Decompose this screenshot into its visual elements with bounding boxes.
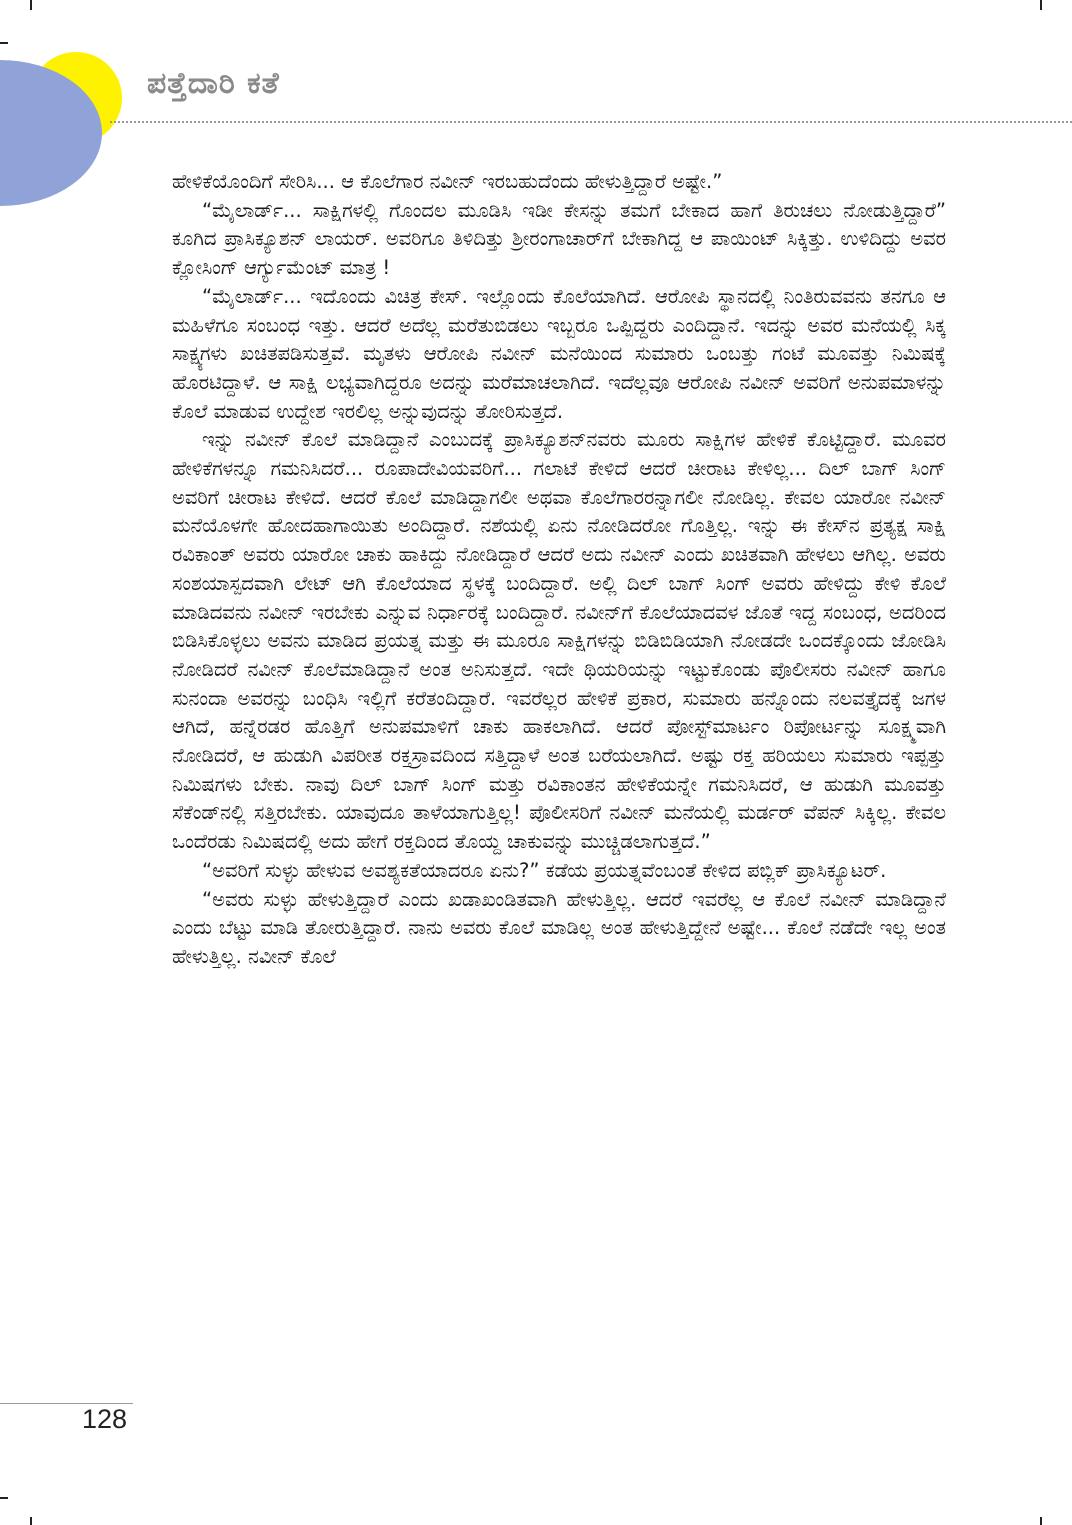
paragraph: “ಮೈಲಾರ್ಡ್... ಇದೊಂದು ವಿಚಿತ್ರ ಕೇಸ್. ಇಲ್ಲೊಂದು ಕೊಲೆಯಾಗಿದೆ. ಆರೋಪಿ ಸ್ಥಾನದಲ್ಲಿ ನಿಂತಿರುವವನು ತನಗೂ ಆ ಮಹಿಳೆಗೂ ಸಂಬಂಧ ಇತ್ತು. ಆದರೆ ಅದೆಲ್ಲ ಮರೆತುಬಿಡಲು ಇಬ್ಬರೂ ಒಪ್ಪಿದ್ದರು ಎಂದಿದ್ದಾನೆ. ಇದನ್ನು ಅವರ ಮನೆಯಲ್ಲಿ ಸಿಕ್ಕ ಸಾಕ್ಷ್ಯಗಳು ಖಚಿತಪಡಿಸುತ್ತವೆ. ಮೃತಳು ಆರೋಪಿ ನವೀನ್ ಮನೆಯಿಂದ ಸುಮಾರು ಒಂಬತ್ತು ಗಂಟೆ ಮೂವತ್ತು ನಿಮಿಷಕ್ಕೆ ಹೊರಟಿದ್ದಾಳೆ. ಆ ಸಾಕ್ಷಿ ಲಭ್ಯವಾಗಿದ್ದರೂ ಅದನ್ನು ಮರೆಮಾಚಲಾಗಿದೆ. ಇದೆಲ್ಲವೂ ಆರೋಪಿ ನವೀನ್ ಅವರಿಗೆ ಅನುಪಮಾಳನ್ನು ಕೊಲೆ ಮಾಡುವ ಉದ್ದೇಶ ಇರಲಿಲ್ಲ ಅನ್ನುವುದನ್ನು ತೋರಿಸುತ್ತದೆ. [172, 284, 946, 423]
crop-mark [1040, 1517, 1042, 1525]
crop-mark [1040, 0, 1042, 10]
header-dotted-rule [110, 121, 1072, 123]
paragraph: ಹೇಳಿಕೆಯೊಂದಿಗೆ ಸೇರಿಸಿ... ಆ ಕೊಲೆಗಾರ ನವೀನ್ ಇರಬಹುದೆಂದು ಹೇಳುತ್ತಿದ್ದಾರೆ ಅಷ್ಟೇ.” [172, 170, 723, 193]
paragraph: “ಮೈಲಾರ್ಡ್... ಸಾಕ್ಷಿಗಳಲ್ಲಿ ಗೊಂದಲ ಮೂಡಿಸಿ ಇಡೀ ಕೇಸನ್ನು ತಮಗೆ ಬೇಕಾದ ಹಾಗೆ ತಿರುಚಲು ನೋಡುತ್ತಿದ್ದಾರೆ” ಕೂಗಿದ ಪ್ರಾಸಿಕ್ಯೂಶನ್ ಲಾಯರ್. ಅವರಿಗೂ ತಿಳಿದಿತ್ತು ಶ್ರೀರಂಗಾಚಾರ್‌ಗೆ ಬೇಕಾಗಿದ್ದ ಆ ಪಾಯಿಂಟ್ ಸಿಕ್ಕಿತ್ತು. ಉಳಿದಿದ್ದು ಅವರ ಕ್ಲೋಸಿಂಗ್ ಆರ್ಗ್ಯುಮೆಂಟ್ ಮಾತ್ರ ! [172, 198, 946, 280]
paragraph: “ಅವರಿಗೆ ಸುಳ್ಳು ಹೇಳುವ ಅವಶ್ಯಕತೆಯಾದರೂ ಏನು?” ಕಡೆಯ ಪ್ರಯತ್ನವೆಂಬಂತೆ ಕೇಳಿದ ಪಬ್ಲಿಕ್ ಪ್ರಾಸಿಕ್ಯೂಟರ್. [202, 858, 887, 882]
page-number: 128 [82, 1404, 128, 1434]
crop-mark [30, 0, 32, 10]
body-text [172, 168, 946, 972]
crop-mark [30, 1517, 32, 1525]
crop-mark [0, 42, 8, 44]
running-header-title: ಪತ್ತೆದಾರಿ ಕತೆ [147, 66, 280, 101]
crop-mark [0, 1497, 8, 1499]
paragraph: “ಅವರು ಸುಳ್ಳು ಹೇಳುತ್ತಿದ್ದಾರೆ ಎಂದು ಖಡಾಖಂಡಿತವಾಗಿ ಹೇಳುತ್ತಿಲ್ಲ. ಆದರೆ ಇವರೆಲ್ಲ ಆ ಕೊಲೆ ನವೀನ್ ಮಾಡಿದ್ದಾನೆ ಎಂದು ಬೆಟ್ಟು ಮಾಡಿ ತೋರುತ್ತಿದ್ದಾರೆ. ನಾನು ಅವರು ಕೊಲೆ ಮಾಡಿಲ್ಲ ಅಂತ ಹೇಳುತ್ತಿದ್ದೇನೆ ಅಷ್ಟೇ... ಕೊಲೆ ನಡೆದೇ ಇಲ್ಲ ಅಂತ ಹೇಳುತ್ತಿಲ್ಲ. ನವೀನ್ ಕೊಲೆ [172, 887, 946, 968]
paragraph: ಇನ್ನು ನವೀನ್ ಕೊಲೆ ಮಾಡಿದ್ದಾನೆ ಎಂಬುದಕ್ಕೆ ಪ್ರಾಸಿಕ್ಯೂಶನ್‌ನವರು ಮೂರು ಸಾಕ್ಷಿಗಳ ಹೇಳಿಕೆ ಕೊಟ್ಟಿದ್ದಾರೆ. ಮೂವರ ಹೇಳಿಕೆಗಳನ್ನೂ ಗಮನಿಸಿದರೆ... ರೂಪಾದೇವಿಯವರಿಗೆ... ಗಲಾಟೆ ಕೇಳಿದೆ ಆದರೆ ಚೀರಾಟ ಕೇಳಿಲ್ಲ... ದಿಲ್ ಬಾಗ್ ಸಿಂಗ್ ಅವರಿಗೆ ಚೀರಾಟ ಕೇಳಿದೆ. ಆದರೆ ಕೊಲೆ ಮಾಡಿದ್ದಾಗಲೀ ಅಥವಾ ಕೊಲೆಗಾರರನ್ನಾಗಲೀ ನೋಡಿಲ್ಲ. ಕೇವಲ ಯಾರೋ ನವೀನ್ ಮನೆಯೊಳಗೇ ಹೋದಹಾಗಾಯಿತು ಅಂದಿದ್ದಾರೆ. ನಶೆಯಲ್ಲಿ ಏನು ನೋಡಿದರೋ ಗೊತ್ತಿಲ್ಲ. ಇನ್ನು ಈ ಕೇಸ್‌ನ ಪ್ರತ್ಯಕ್ಷ ಸಾಕ್ಷಿ ರವಿಕಾಂತ್ ಅವರು ಯಾರೋ ಚಾಕು ಹಾಕಿದ್ದು ನೋಡಿದ್ದಾರೆ ಆದರೆ ಅದು ನವೀನ್ ಎಂದು ಖಚಿತವಾಗಿ ಹೇಳಲು ಆಗಿಲ್ಲ. ಅವರು ಸಂಶಯಾಸ್ಪದವಾಗಿ ಲೇಟ್ ಆಗಿ ಕೊಲೆಯಾದ ಸ್ಥಳಕ್ಕೆ ಬಂದಿದ್ದಾರೆ. ಅಲ್ಲಿ ದಿಲ್ ಬಾಗ್ ಸಿಂಗ್ ಅವರು ಹೇಳಿದ್ದು ಕೇಳಿ ಕೊಲೆ ಮಾಡಿದವನು ನವೀನ್ ಇರಬೇಕು ಎನ್ನುವ ನಿರ್ಧಾರಕ್ಕೆ ಬಂದಿದ್ದಾರೆ. ನವೀನ್‌ಗೆ ಕೊಲೆಯಾದವಳ ಜೊತೆ ಇದ್ದ ಸಂಬಂಧ, ಅದರಿಂದ ಬಿಡಿಸಿಕೊಳ್ಳಲು ಅವನು ಮಾಡಿದ ಪ್ರಯತ್ನ ಮತ್ತು ಈ ಮೂರೂ ಸಾಕ್ಷಿಗಳನ್ನು ಬಿಡಿಬಿಡಿಯಾಗಿ ನೋಡದೇ ಒಂದಕ್ಕೊಂದು ಜೋಡಿಸಿ ನೋಡಿದರೆ ನವೀನ್ ಕೊಲೆಮಾಡಿದ್ದಾನೆ ಅಂತ ಅನಿಸುತ್ತದೆ. ಇದೇ ಥಿಯರಿಯನ್ನು ಇಟ್ಟುಕೊಂಡು ಪೊಲೀಸರು ನವೀನ್ ಹಾಗೂ ಸುನಂದಾ ಅವರನ್ನು ಬಂಧಿಸಿ ಇಲ್ಲಿಗೆ ಕರೆತಂದಿದ್ದಾರೆ. ಇವರೆಲ್ಲರ ಹೇಳಿಕೆ ಪ್ರಕಾರ, ಸುಮಾರು ಹನ್ನೊಂದು ನಲವತ್ತೈದಕ್ಕೆ ಜಗಳ ಆಗಿದೆ, ಹನ್ನೆರಡರ ಹೊತ್ತಿಗೆ ಅನುಪಮಾಳಿಗೆ ಚಾಕು ಹಾಕಲಾಗಿದೆ. ಆದರೆ ಪೋಸ್ಟ್‌ಮಾರ್ಟಂ ರಿಪೋರ್ಟನ್ನು ಸೂಕ್ಷ್ಮವಾಗಿ ನೋಡಿದರೆ, ಆ ಹುಡುಗಿ ವಿಪರೀತ ರಕ್ತಸ್ರಾವದಿಂದ ಸತ್ತಿದ್ದಾಳೆ ಅಂತ ಬರೆಯಲಾಗಿದೆ. ಅಷ್ಟು ರಕ್ತ ಹರಿಯಲು ಸುಮಾರು ಇಪ್ಪತ್ತು ನಿಮಿಷಗಳು ಬೇಕು. ನಾವು ದಿಲ್ ಬಾಗ್ ಸಿಂಗ್ ಮತ್ತು ರವಿಕಾಂತನ ಹೇಳಿಕೆಯನ್ನೇ ಗಮನಿಸಿದರೆ, ಆ ಹುಡುಗಿ ಮೂವತ್ತು ಸೆಕೆಂಡ್‌ನಲ್ಲಿ ಸತ್ತಿರಬೇಕು. ಯಾವುದೂ ತಾಳೆಯಾಗುತ್ತಿಲ್ಲ! ಪೊಲೀಸರಿಗೆ ನವೀನ್ ಮನೆಯಲ್ಲಿ ಮರ್ಡರ್ ವೆಪನ್ ಸಿಕ್ಕಿಲ್ಲ. ಕೇವಲ ಒಂದೆರಡು ನಿಮಿಷದಲ್ಲಿ ಅದು ಹೇಗೆ ರಕ್ತದಿಂದ ತೊಯ್ದ ಚಾಕುವನ್ನು ಮುಚ್ಚಿಡಲಾಗುತ್ತದೆ.” [172, 428, 946, 854]
